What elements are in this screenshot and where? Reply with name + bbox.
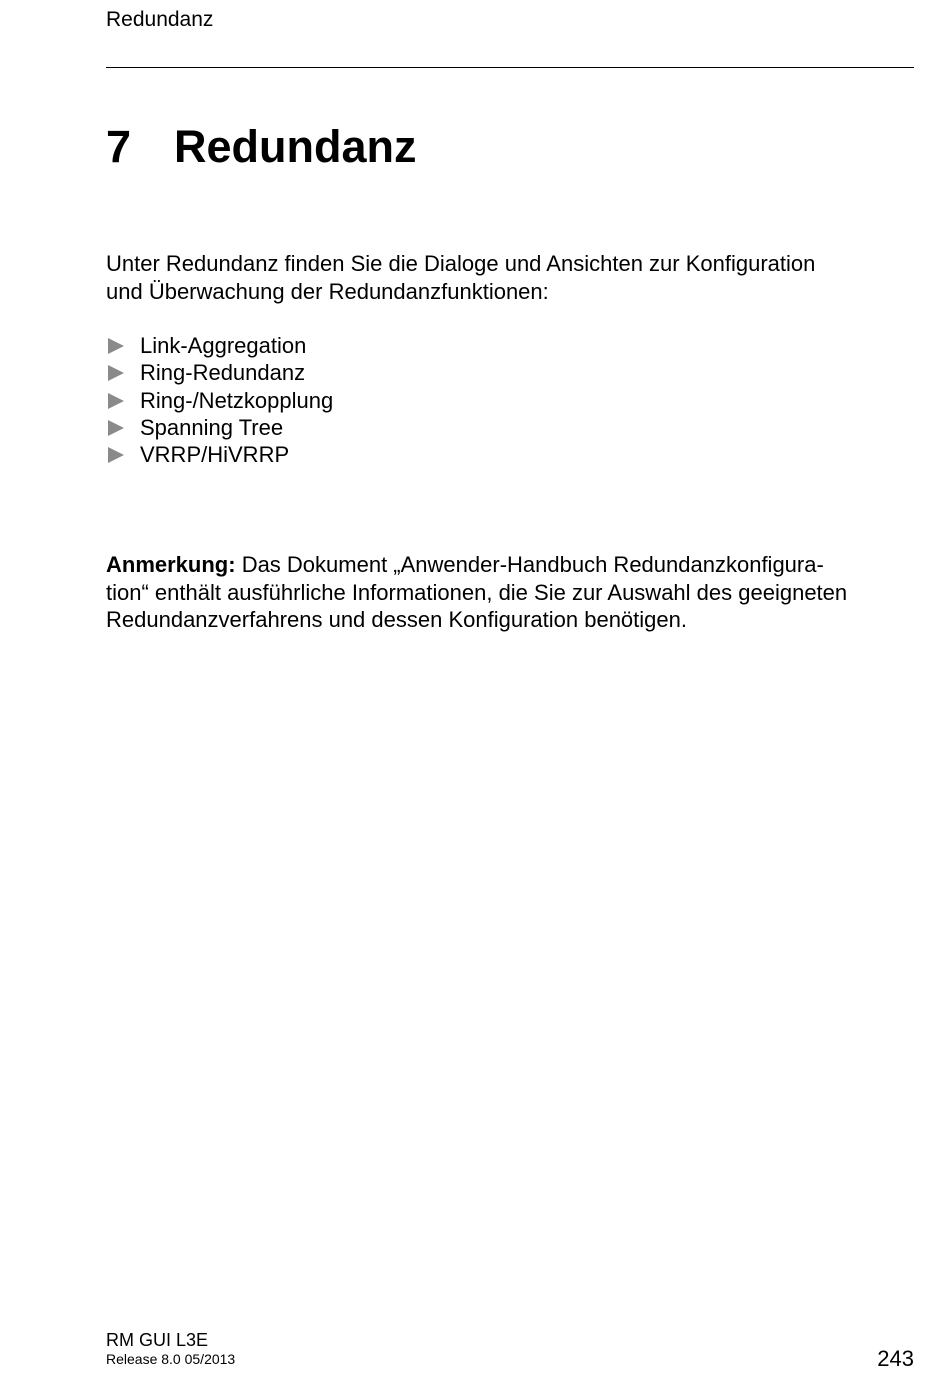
triangle-right-icon bbox=[108, 365, 124, 381]
triangle-right-icon bbox=[108, 393, 124, 409]
note-paragraph bbox=[106, 551, 914, 634]
list-item bbox=[106, 359, 914, 386]
chapter-number: 7 bbox=[106, 121, 132, 172]
note-line-1 bbox=[106, 551, 914, 579]
header-divider bbox=[106, 67, 914, 68]
list-item-label: Ring-Redundanz bbox=[140, 360, 306, 386]
intro-line-1: Unter Redundanz finden Sie die Dialoge und Ansichten zur Konfiguration bbox=[106, 251, 816, 276]
list-item-label: Spanning Tree bbox=[140, 414, 284, 440]
chapter-heading bbox=[106, 120, 417, 174]
redundancy-function-list bbox=[106, 332, 914, 468]
triangle-right-icon bbox=[108, 447, 124, 463]
note-line-2: tion“ enthält ausführliche Informationen, die Sie zur Auswahl des geeigneten bbox=[106, 579, 848, 605]
footer-release-info: Release 8.0 05/2013 bbox=[106, 1351, 236, 1367]
footer-document-title: RM GUI L3E bbox=[106, 1330, 209, 1350]
intro-line-2: und Überwachung der Redundanzfunktionen: bbox=[106, 279, 549, 304]
list-item bbox=[106, 387, 914, 414]
page-number: 243 bbox=[877, 1346, 914, 1371]
list-item-label: VRRP/HiVRRP bbox=[140, 442, 290, 468]
chapter-title: Redundanz bbox=[174, 121, 417, 172]
list-item-label: Ring-/Netzkopplung bbox=[140, 387, 334, 413]
list-item-label: Link-Aggregation bbox=[140, 333, 307, 358]
triangle-right-icon bbox=[108, 338, 124, 354]
note-text-1: Das Dokument „Anwender-Handbuch Redundanzkonfigura- bbox=[241, 552, 824, 577]
triangle-right-icon bbox=[108, 420, 124, 436]
intro-paragraph bbox=[106, 250, 914, 306]
list-item bbox=[106, 332, 914, 359]
note-label: Anmerkung: bbox=[106, 552, 236, 577]
running-header: Redundanz bbox=[106, 8, 214, 31]
list-item bbox=[106, 414, 914, 441]
note-line-3: Redundanzverfahrens und dessen Konfiguration benötigen. bbox=[106, 607, 687, 632]
list-item bbox=[106, 441, 914, 468]
